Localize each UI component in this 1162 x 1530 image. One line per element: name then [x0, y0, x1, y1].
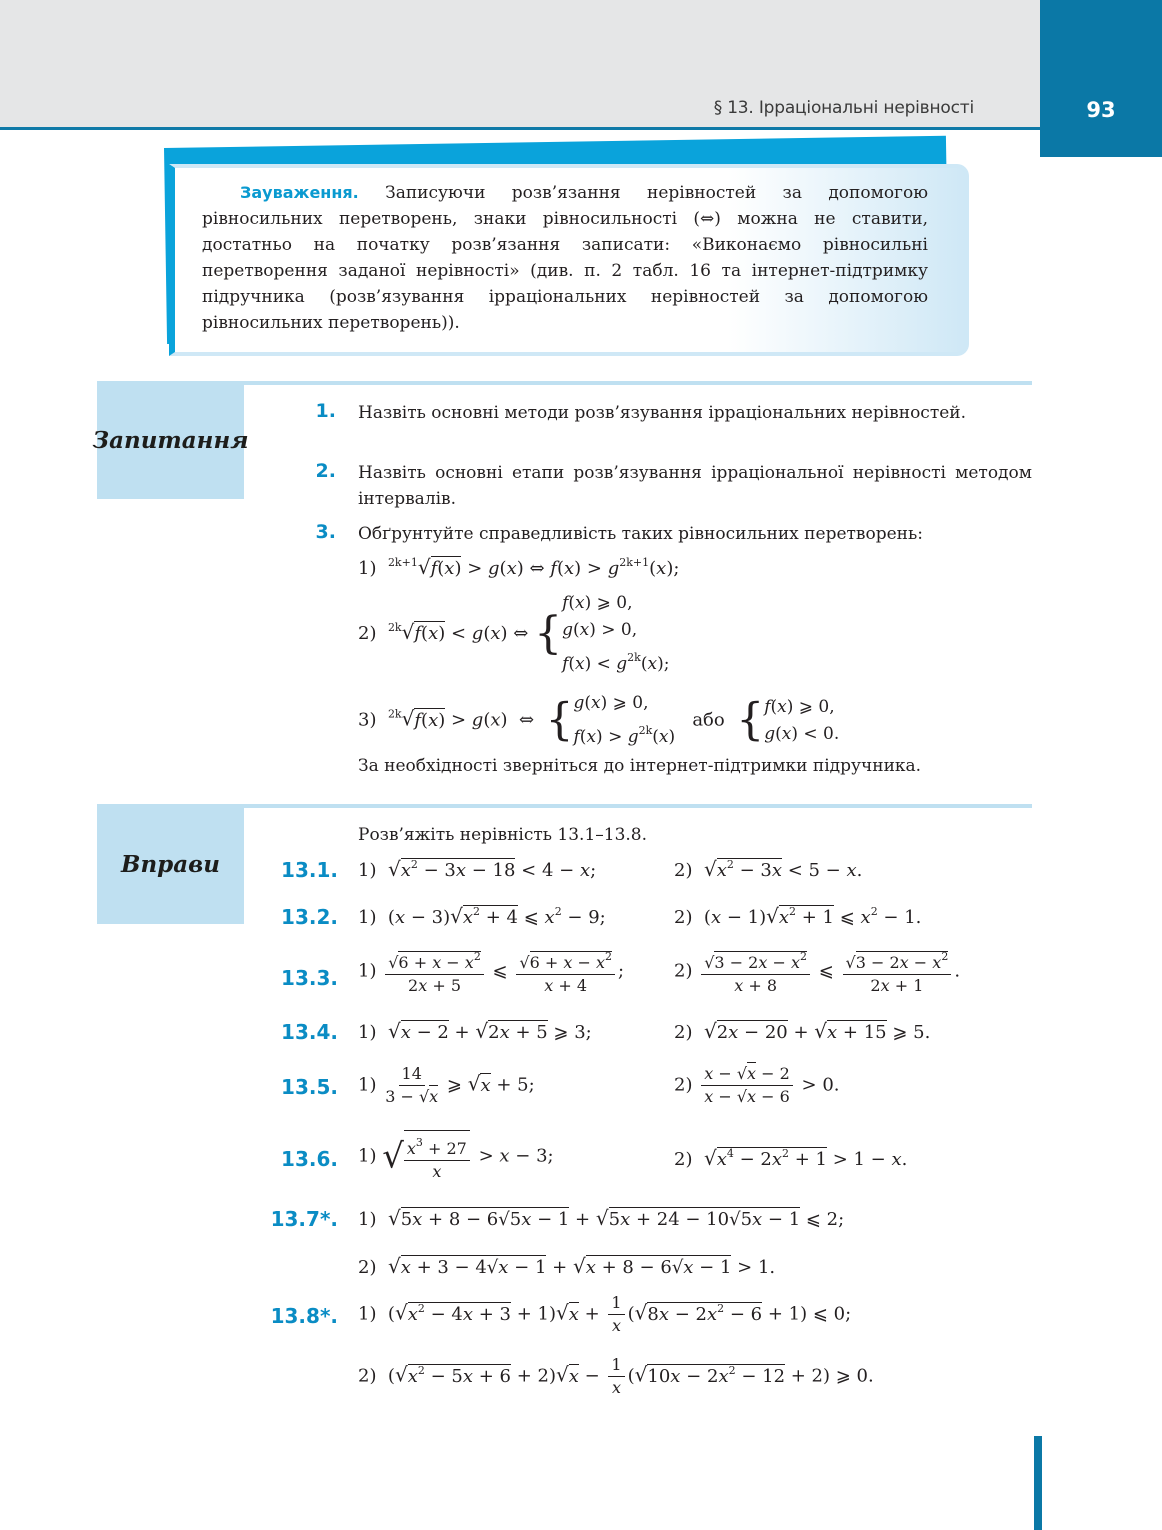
exercise-13-5-part-1: 1) $\frac{14}{3 - √x}$ ⩾ √x + 5;	[358, 1064, 535, 1106]
page-number: 93	[1086, 98, 1116, 122]
exercise-13-3-part-2: 2) $\frac{√3 - 2x - x^2}{x + 8}$ ⩽ $\frac{√3 - 2x - x^2}{2x + 1}$ .	[674, 946, 960, 997]
case-label: 3)	[358, 709, 377, 731]
part-label: 1)	[358, 1209, 377, 1230]
part-label: 1)	[358, 1022, 377, 1043]
exercise-13-8-part-1: 1) $(√x^2 - 4x + 3 + 1)√x$ + $\frac{1}{x}$ $(√8x - 2x^2 - 6 + 1)$ ⩽ 0;	[358, 1293, 852, 1335]
page-number-tab	[1040, 0, 1162, 157]
formula-case-1: 1) $^{2k+1}$√f(x) > g(x) ⇔ $f(x) > g^{2k+1}(x)$;	[358, 555, 680, 579]
exercises-rule	[244, 804, 1032, 808]
exercise-number: 13.4.	[281, 1020, 338, 1044]
part-label: 2)	[674, 1022, 693, 1043]
part-label: 2)	[358, 1257, 377, 1278]
exercise-13-4-part-1: 1) √x − 2 + √2x + 5 ⩾ 3;	[358, 1019, 592, 1043]
questions-rule	[244, 381, 1032, 385]
part-label: 1)	[358, 860, 377, 881]
exercise-13-1-part-1: 1) $√x^2 - 3x - 18 < 4 - x$;	[358, 857, 597, 881]
question-text: Назвіть основні методи розв’язування ірраціональних нерівностей.	[358, 403, 967, 423]
part-label: 2)	[674, 1074, 693, 1096]
case-label: 1)	[358, 558, 377, 579]
exercises-intro: Розв’яжіть нерівність 13.1–13.8.	[358, 825, 648, 845]
exercise-number: 13.2.	[281, 905, 338, 929]
part-label: 1)	[358, 960, 377, 982]
exercise-number: 13.7*.	[270, 1207, 338, 1231]
part-label: 1)	[358, 1074, 377, 1096]
exercise-number: 13.3.	[281, 966, 338, 990]
exercise-13-7-part-1: 1) √5x + 8 − 6√5x − 1 + √5x + 24 − 10√5x − 1 ⩽ 2;	[358, 1206, 845, 1230]
case-label: 2)	[358, 623, 377, 644]
exercise-13-8-part-2: 2) $(√x^2 - 5x + 6 + 2)√x$ − $\frac{1}{x}$ $(√10x - 2x^2 - 12 + 2)$ ⩾ 0.	[358, 1355, 874, 1397]
part-label: 1)	[358, 907, 377, 928]
page-edge-marker	[1034, 1436, 1042, 1530]
exercise-13-2-part-1: 1) $(x - 3)√x^2 + 4$ ⩽ $x^2 - 9$;	[358, 904, 606, 928]
or-word: або	[692, 709, 725, 731]
exercise-number: 13.5.	[281, 1075, 338, 1099]
part-label: 1)	[358, 1303, 377, 1325]
question-text: Назвіть основні етапи розв’язування ірраціональної нерівності методом інтервалів.	[358, 463, 1032, 509]
formula-case-3: 3) $^{2k}$√f(x) > g(x) ⇔ { g(x) ⩾ 0, $f(x) > g^{2k}(x)$ або { f(x) ⩾ 0, g(x) < 0.	[358, 693, 840, 747]
exercises-section-label: Вправи	[97, 804, 244, 924]
question-number: 1.	[315, 400, 336, 422]
note-label: Зауваження.	[240, 183, 359, 202]
exercise-13-5-part-2: 2) $\frac{x - √x - 2}{x - √x - 6}$ > 0.	[674, 1064, 840, 1106]
formula-case-2: 2) $^{2k}$√f(x) < g(x) ⇔ { f(x) ⩾ 0, g(x) > 0, $f(x) < g^{2k}(x)$;	[358, 593, 670, 674]
exercise-13-1-part-2: 2) $√x^2 - 3x < 5 - x$.	[674, 857, 863, 881]
question-text: Обґрунтуйте справедливість таких рівносильних перетворень:	[358, 524, 923, 544]
part-label: 2)	[674, 1149, 693, 1170]
question-number: 3.	[315, 521, 336, 543]
part-label: 2)	[358, 1365, 377, 1387]
running-head: § 13. Ірраціональні нерівності	[713, 98, 974, 118]
question-number: 2.	[315, 460, 336, 482]
part-label: 1)	[358, 1145, 377, 1167]
part-label: 2)	[674, 907, 693, 928]
exercise-13-6-part-1: 1) √ $\frac{x^3 + 27}{x}$ > x − 3;	[358, 1130, 554, 1183]
exercise-13-7-part-2: 2) √x + 3 − 4√x − 1 + √x + 8 − 6√x − 1 > 1.	[358, 1254, 776, 1278]
exercise-13-3-part-1: 1) $\frac{√6 + x - x^2}{2x + 5}$ ⩽ $\frac{√6 + x - x^2}{x + 4}$ ;	[358, 946, 624, 997]
exercise-13-4-part-2: 2) √2x − 20 + √x + 15 ⩾ 5.	[674, 1019, 931, 1043]
exercise-number: 13.1.	[281, 858, 338, 882]
exercise-number: 13.6.	[281, 1147, 338, 1171]
note-body: Записуючи розв’язання нерівностей за допомогою рівносильних перетворень, знаки рівносильності (⇔) можна не ставити, достатньо на початку розв’язання записати: «Виконаємо рівносильні перетворення заданої нерівності» (див. п. 2 табл. 16 та інтернет-підтримку підручника (розв’язування ірраціональних нерівностей за допомогою рівносильних перетворень)).	[202, 183, 928, 333]
exercise-number: 13.8*.	[270, 1304, 338, 1328]
part-label: 2)	[674, 860, 693, 881]
exercise-13-2-part-2: 2) $(x - 1)√x^2 + 1$ ⩽ $x^2 - 1$.	[674, 904, 922, 928]
header-rule	[0, 127, 1040, 130]
questions-footer: За необхідності зверніться до інтернет-підтримки підручника.	[358, 756, 922, 776]
part-label: 2)	[674, 960, 693, 982]
exercise-13-6-part-2: 2) $√x^4 - 2x^2 + 1 > 1 - x$.	[674, 1146, 908, 1170]
questions-section-label: Запитання	[97, 381, 244, 499]
note-text	[202, 180, 928, 336]
